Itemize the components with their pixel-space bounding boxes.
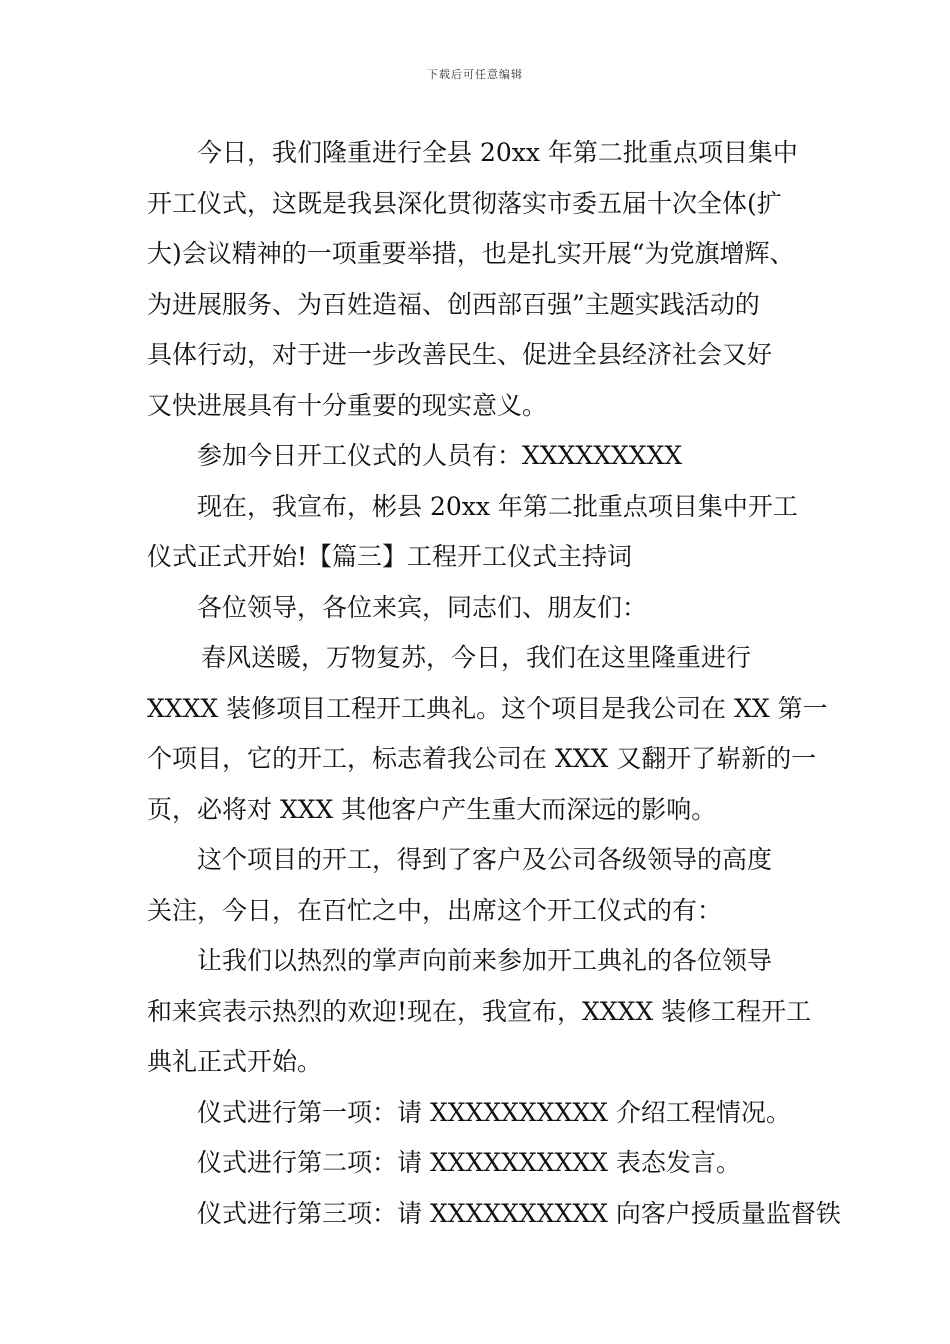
page-header: 下载后可任意编辑 (427, 68, 523, 81)
paragraph (147, 128, 812, 431)
paragraph (147, 583, 812, 634)
text-line: 现在，我宣布，彬县 20xx 年第二批重点项目集中开工 (197, 491, 798, 521)
text-line: 仪式进行第三项：请 XXXXXXXXXX 向客户授质量监督铁 (197, 1198, 841, 1228)
paragraph (147, 482, 812, 583)
text-line: 开工仪式，这既是我县深化贯彻落实市委五届十次全体(扩 (147, 188, 782, 218)
paragraph (147, 835, 812, 936)
text-line: XXXX 装修项目工程开工典礼。这个项目是我公司在 XX 第一 (147, 693, 828, 723)
paragraph (147, 1088, 812, 1139)
paragraph (147, 1138, 812, 1189)
text-line: 大)会议精神的一项重要举措，也是扎实开展“为党旗增辉、 (147, 239, 795, 268)
text-line: 仪式进行第一项：请 XXXXXXXXXX 介绍工程情况。 (197, 1097, 791, 1127)
text-line: 页，必将对 XXX 其他客户产生重大而深远的影响。 (147, 794, 717, 824)
document-body (147, 128, 841, 1239)
text-line: 春风送暖，万物复苏，今日，我们在这里隆重进行 (201, 643, 752, 672)
text-line: 仪式正式开始!【篇三】工程开工仪式主持词 (147, 542, 633, 571)
paragraph (147, 1189, 841, 1240)
paragraph (147, 633, 828, 835)
text-line: 关注，今日，在百忙之中，出席这个开工仪式的有： (147, 895, 723, 925)
text-line: 具体行动，对于进一步改善民生、促进全县经济社会又好 (147, 340, 773, 369)
text-line: 让我们以热烈的掌声向前来参加开工典礼的各位领导 (197, 946, 773, 975)
text-line: 典礼正式开始。 (147, 1047, 323, 1076)
text-line: 各位领导，各位来宾，同志们、朋友们： (197, 592, 648, 622)
text-line: 参加今日开工仪式的人员有：XXXXXXXXX (197, 441, 683, 470)
paragraph (147, 936, 812, 1088)
text-line: 今日，我们隆重进行全县 20xx 年第二批重点项目集中 (197, 138, 798, 167)
text-line: 又快进展具有十分重要的现实意义。 (147, 390, 548, 420)
paragraph (147, 431, 812, 482)
text-line: 仪式进行第二项：请 XXXXXXXXXX 表态发言。 (197, 1148, 741, 1177)
text-line: 和来宾表示热烈的欢迎!现在，我宣布，XXXX 装修工程开工 (147, 996, 812, 1026)
text-line: 个项目，它的开工，标志着我公司在 XXX 又翻开了崭新的一 (147, 744, 817, 773)
text-line: 这个项目的开工，得到了客户及公司各级领导的高度 (197, 845, 773, 874)
text-line: 为进展服务、为百姓造福、创西部百强”主题实践活动的 (147, 289, 760, 319)
